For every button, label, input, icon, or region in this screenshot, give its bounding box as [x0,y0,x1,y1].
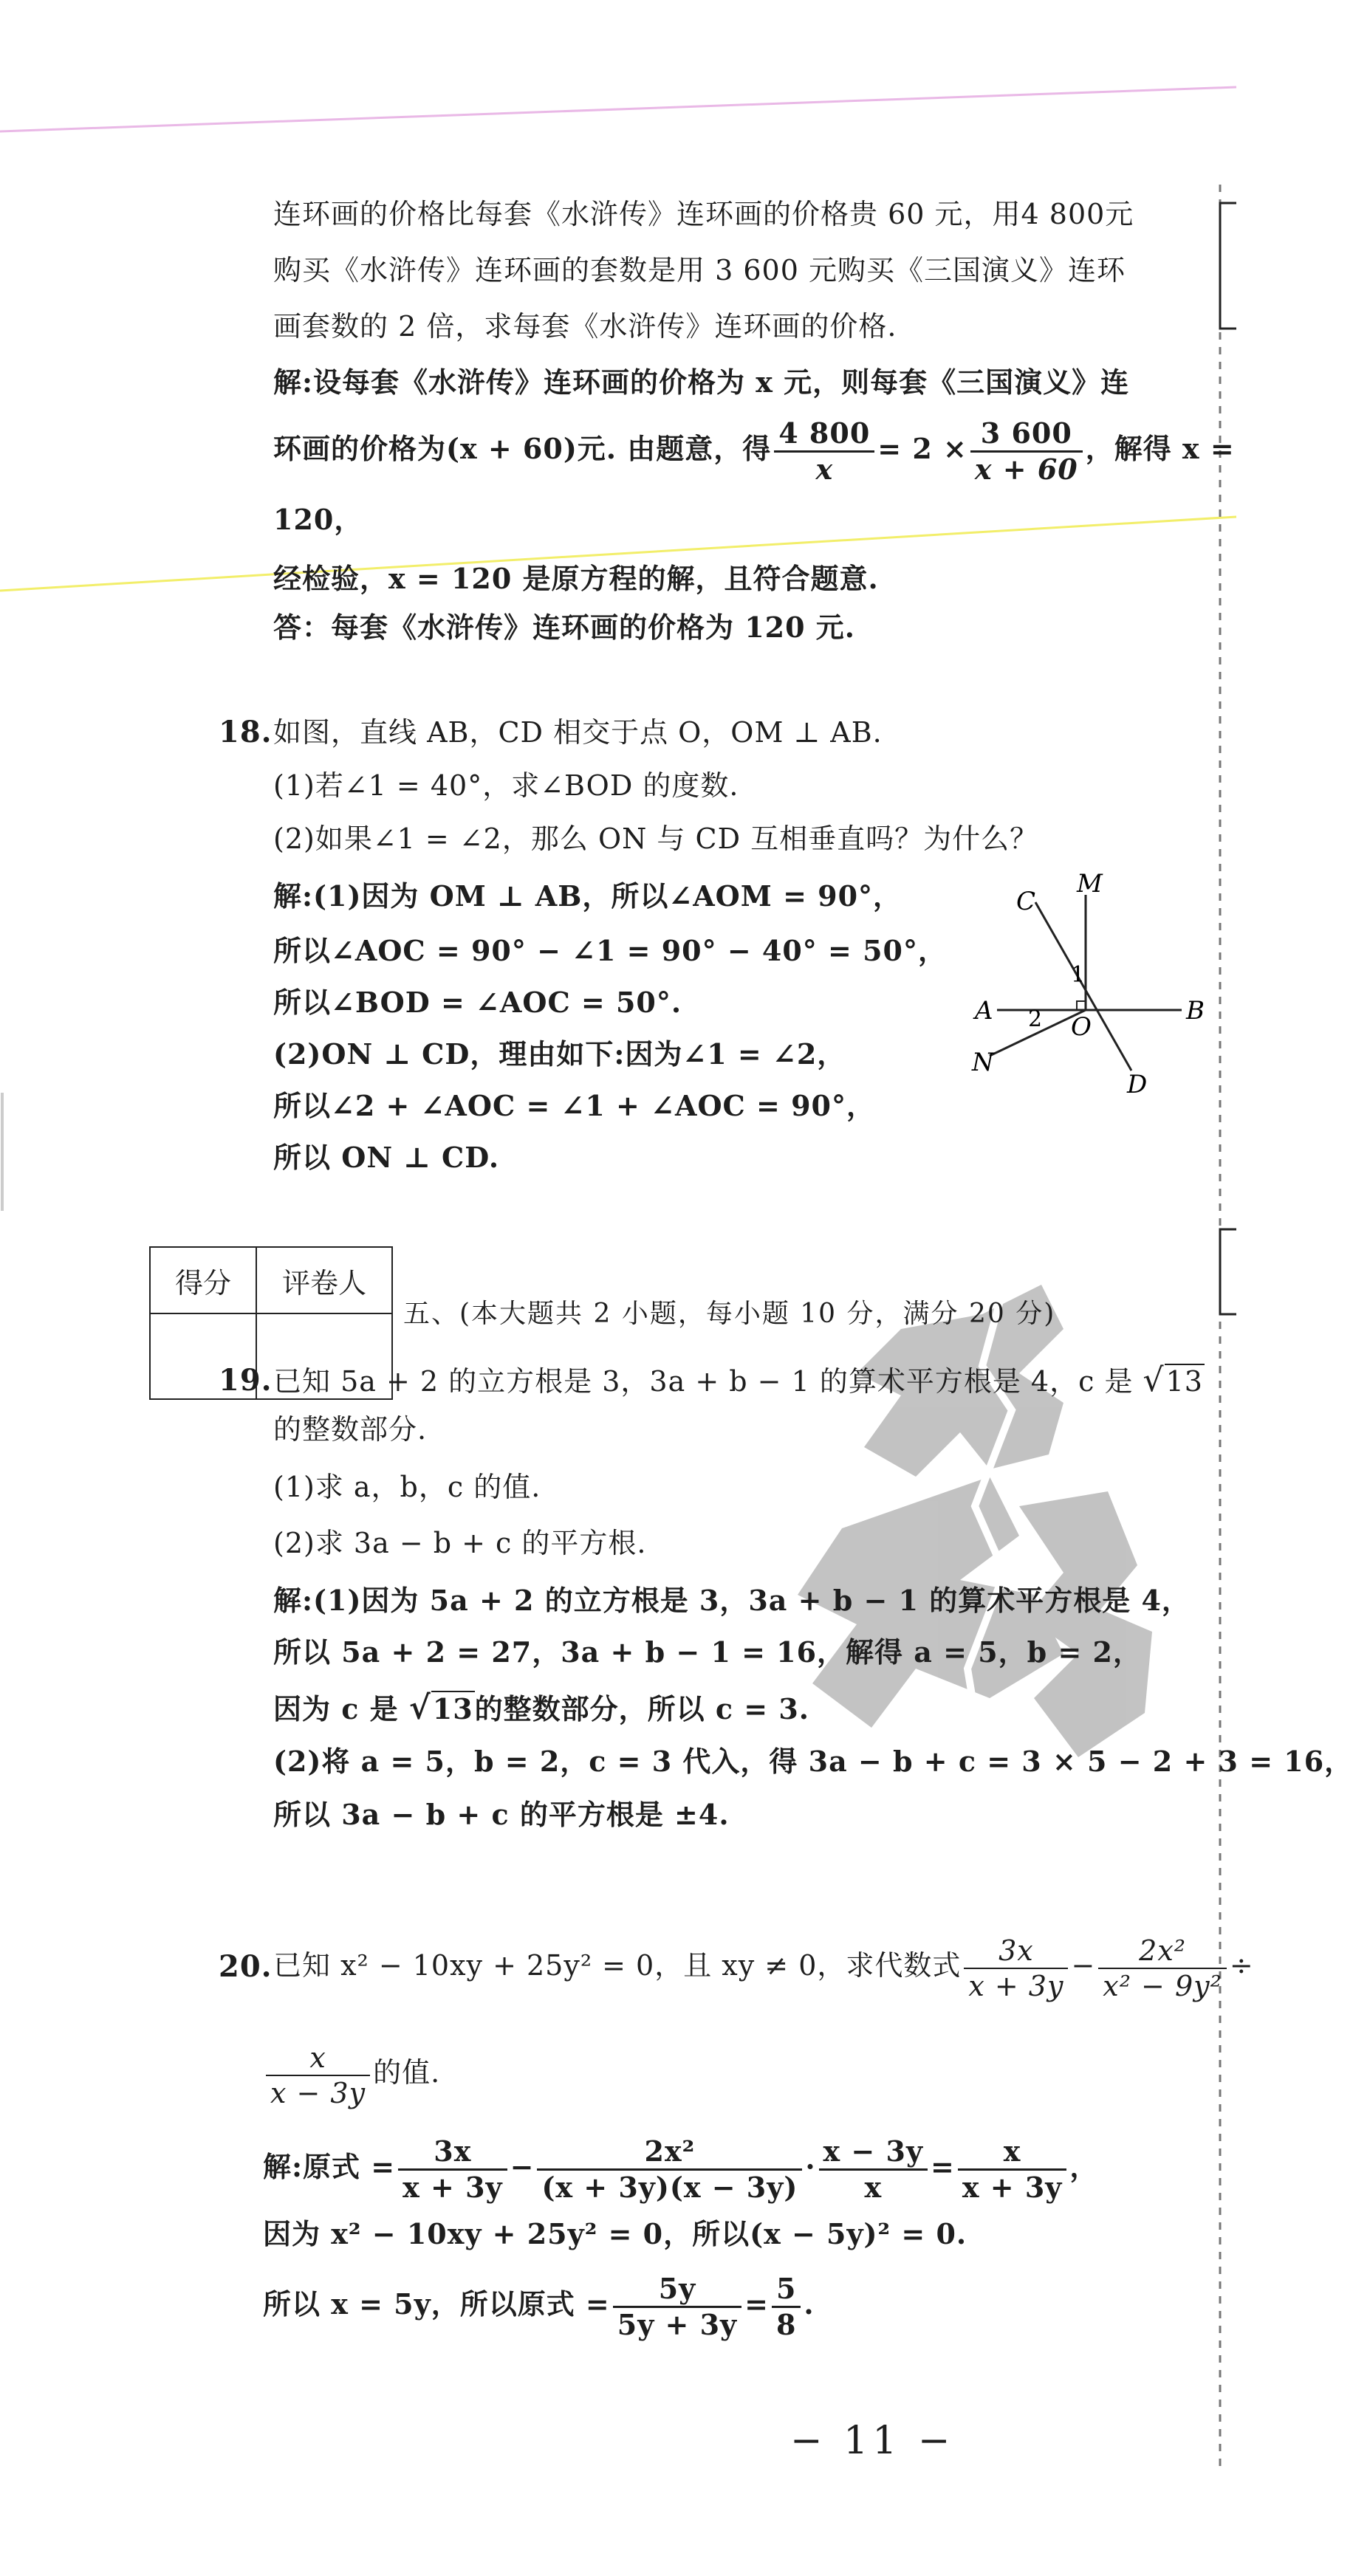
q18-solution-2: 所以∠AOC = 90° − ∠1 = 90° − 40° = 50°， [273,934,947,967]
fraction-numerator: 4 800 [774,416,874,453]
fraction-denominator: x + 60 [974,453,1078,486]
label-N: N [972,1048,994,1077]
q20-solution-3 [263,2264,815,2345]
fraction-x-over-x-3y [266,2041,370,2110]
fraction [772,2272,801,2342]
fraction [819,2134,928,2205]
fraction-denominator: x + 3y [962,2171,1063,2204]
q20-stem-end: 的值. [373,2056,441,2089]
q19-s3-text-a: 因为 c 是 [273,1692,399,1725]
sqrt-symbol: √ [1143,1361,1165,1399]
q20-s1-label: 解:原式 = [263,2150,396,2183]
sol17-line-2 [273,412,1235,487]
fraction [537,2134,802,2205]
sqrt-symbol: √ [408,1689,431,1727]
q18-solution-6: 所以 ON ⊥ CD. [273,1141,500,1174]
q18-stem: 如图，直线 AB，CD 相交于点 O，OM ⊥ AB. [273,716,883,749]
q19-stem-1 [273,1363,1205,1399]
comma: ， [1069,2150,1099,2183]
fraction-numerator: x [266,2041,370,2076]
right-angle-mark [1077,1001,1086,1010]
label-O: O [1071,1012,1092,1042]
q18-solution-4: (2)ON ⊥ CD，理由如下:因为∠1 = ∠2， [273,1037,846,1071]
label-A: A [975,996,993,1026]
q20-solution-2: 因为 x² − 10xy + 25y² = 0，所以(x − 5y)² = 0. [263,2217,967,2250]
right-edge-bracket-2 [1220,1229,1236,1314]
minus-sign: − [510,2150,535,2183]
q19-solution-1: 解:(1)因为 5a + 2 的立方根是 3，3a + b − 1 的算术平方根是 4， [273,1584,1191,1617]
sqrt-13: 13 [1165,1365,1203,1398]
fraction-numerator: 3x [964,1934,1068,1969]
fraction-denominator: x + 3y [968,1969,1064,2002]
sol17-text-a: 环画的价格为(x + 60)元. 由题意，得 [273,432,772,465]
q18-solution-1: 解:(1)因为 OM ⊥ AB，所以∠AOM = 90°， [273,879,902,913]
period: . [804,2287,815,2321]
q20-stem-1 [273,1914,1254,2017]
q18-solution-5: 所以∠2 + ∠AOC = ∠1 + ∠AOC = 90°， [273,1089,875,1122]
dot-sign: · [805,2150,816,2183]
q20-s3-label: 所以 x = 5y，所以原式 = [263,2287,610,2321]
sol17-line-4: 经检验，x = 120 是原方程的解，且符合题意. [273,562,879,595]
label-C: C [1016,887,1036,916]
fraction-denominator: 8 [775,2308,797,2341]
fraction-numerator: 5 [772,2272,801,2308]
fraction [398,2134,507,2205]
label-B: B [1186,996,1205,1026]
fraction-3x-over-x3y [964,1934,1068,2003]
sol17-eq: = 2 × [877,432,967,465]
page-number-dash-right: − [917,2419,955,2463]
q19-stem-text: 已知 5a + 2 的立方根是 3，3a + b − 1 的算术平方根是 4，c 是 [273,1365,1134,1398]
fraction [613,2272,741,2342]
score-header-pingjuanren: 评卷人 [256,1247,392,1313]
page-number-dash-left: − [790,2419,827,2463]
section-5-title: 五、(本大题共 2 小题，每小题 10 分，满分 20 分) [403,1299,1056,1329]
sol17-line-3: 120， [273,503,363,536]
fraction-denominator: (x + 3y)(x − 3y) [541,2171,798,2204]
fraction-denominator: 5y + 3y [617,2308,738,2341]
q19-solution-5: 所以 3a − b + c 的平方根是 ±4. [273,1798,730,1831]
q18-solution-3: 所以∠BOD = ∠AOC = 50°. [273,986,682,1019]
fraction-4800-over-x [774,416,874,487]
fraction-numerator: x [958,2134,1066,2171]
q19-solution-4: (2)将 a = 5，b = 2，c = 3 代入，得 3a − b + c = 3 × 5 − 2 + 3 = 16， [273,1745,1353,1778]
page-number-value: 11 [843,2419,902,2463]
right-edge-bracket [1220,203,1236,329]
score-header-defen: 得分 [150,1247,256,1313]
fraction-numerator: x − 3y [819,2134,928,2171]
fraction-denominator: x [864,2171,883,2204]
intro-line-3: 画套数的 2 倍，求每套《水浒传》连环画的价格. [273,310,897,343]
intro-line-2: 购买《水浒传》连环画的套数是用 3 600 元购买《三国演义》连环 [273,254,1126,286]
q19-part-1: (1)求 a，b，c 的值. [273,1471,541,1503]
sol17-text-b: ，解得 x = [1085,432,1235,465]
pink-guide-line [0,87,1236,131]
q20-stem-text: 已知 x² − 10xy + 25y² = 0，且 xy ≠ 0，求代数式 [273,1949,962,1982]
q19-part-2: (2)求 3a − b + c 的平方根. [273,1527,647,1559]
divide-sign: ÷ [1229,1949,1254,1982]
page-number [790,2419,954,2463]
q19-stem-2: 的整数部分. [273,1413,428,1446]
fraction-2x2-over-x2-9y2 [1098,1934,1227,2003]
fraction-denominator: x + 3y [403,2171,503,2204]
fraction-numerator: 2x² [1098,1934,1227,1969]
fraction-numerator: 2x² [537,2134,802,2171]
fraction-numerator: 3x [398,2134,507,2171]
fraction-denominator: x [815,453,834,486]
equals-sign: = [744,2287,769,2321]
label-M: M [1077,869,1103,899]
intro-line-1: 连环画的价格比每套《水浒传》连环画的价格贵 60 元，用4 800元 [273,198,1134,230]
q20-solution-1 [263,2126,1098,2208]
q20-number: 20. [219,1949,273,1984]
q19-solution-2: 所以 5a + 2 = 27，3a + b − 1 = 16，解得 a = 5，b = 2， [273,1635,1142,1669]
fraction-numerator: 5y [613,2272,741,2308]
equals-sign: = [931,2150,955,2183]
q18-part-1: (1)若∠1 = 40°，求∠BOD 的度数. [273,769,739,802]
q19-s3-text-b: 的整数部分，所以 c = 3. [474,1692,809,1725]
watermark-stamp [798,1285,1182,1802]
q19-solution-3 [273,1691,809,1727]
fraction-denominator: x − 3y [270,2076,366,2109]
q18-part-2: (2)如果∠1 = ∠2，那么 ON 与 CD 互相垂直吗？为什么？ [273,822,1039,855]
label-angle-1: 1 [1071,962,1086,988]
minus-sign: − [1071,1949,1096,1982]
label-angle-2: 2 [1028,1006,1043,1032]
q19-number: 19. [219,1363,273,1398]
q18-number: 18. [219,715,273,749]
sol17-line-1: 解:设每套《水浒传》连环画的价格为 x 元，则每套《三国演义》连 [273,365,1130,399]
fraction-denominator: x² − 9y² [1103,1969,1222,2002]
q18-geometry-figure [960,871,1211,1100]
fraction-numerator: 3 600 [970,416,1083,453]
sol17-line-5: 答：每套《水浒传》连环画的价格为 120 元. [273,611,856,644]
fraction [958,2134,1066,2205]
q20-stem-2 [263,2032,440,2113]
label-D: D [1127,1070,1148,1099]
sqrt-13: 13 [432,1692,473,1725]
fraction-3600-over-x60 [970,416,1083,487]
